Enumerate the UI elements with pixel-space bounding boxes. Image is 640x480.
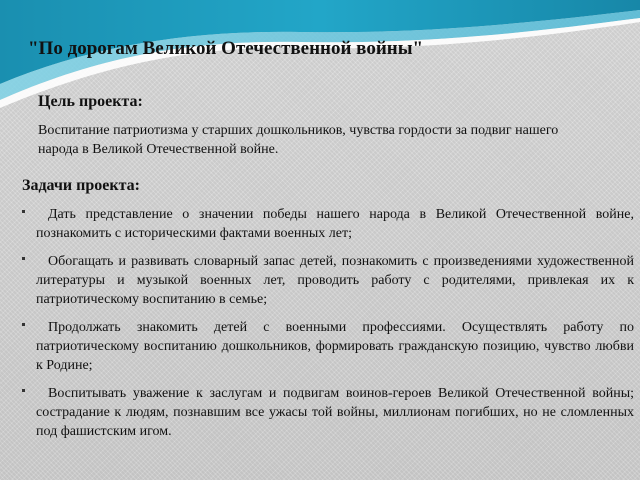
task-item [22,318,634,375]
goal-text: Воспитание патриотизма у старших дошкольников, чувства гордости за подвиг нашего народа в Великой Отечественной войне. [38,123,559,157]
slide-title: "По дорогам Великой Отечественной войны" [28,38,424,59]
bullet-icon [22,389,25,392]
task-text: Дать представление о значении победы нашего народа в Великой Отечественной войне, познакомить с историческими фактами военных лет; [36,207,634,241]
bullet-icon [22,210,25,213]
task-list [22,205,634,450]
tasks-heading: Задачи проекта: [22,177,140,194]
task-text: Обогащать и развивать словарный запас детей, познакомить с произведениями художественной литературы и музыкой военных лет, проводить работу с родителями, привлекая их к патриотическому воспитанию в семье; [36,254,634,307]
task-item [22,384,634,441]
task-text: Продолжать знакомить детей с военными профессиями. Осуществлять работу по патриотическому воспитанию дошкольников, формировать гражданскую позицию, чувство любви к Родине; [36,320,634,373]
task-item [22,205,634,243]
bullet-icon [22,257,25,260]
task-text: Воспитывать уважение к заслугам и подвигам воинов-героев Великой Отечественной войны; сострадание к людям, познавшим все ужасы той войны, миллионам погибших, но не сломленных под фашистским игом. [36,386,634,439]
goal-heading: Цель проекта: [38,93,143,110]
task-item [22,252,634,309]
bullet-icon [22,323,25,326]
